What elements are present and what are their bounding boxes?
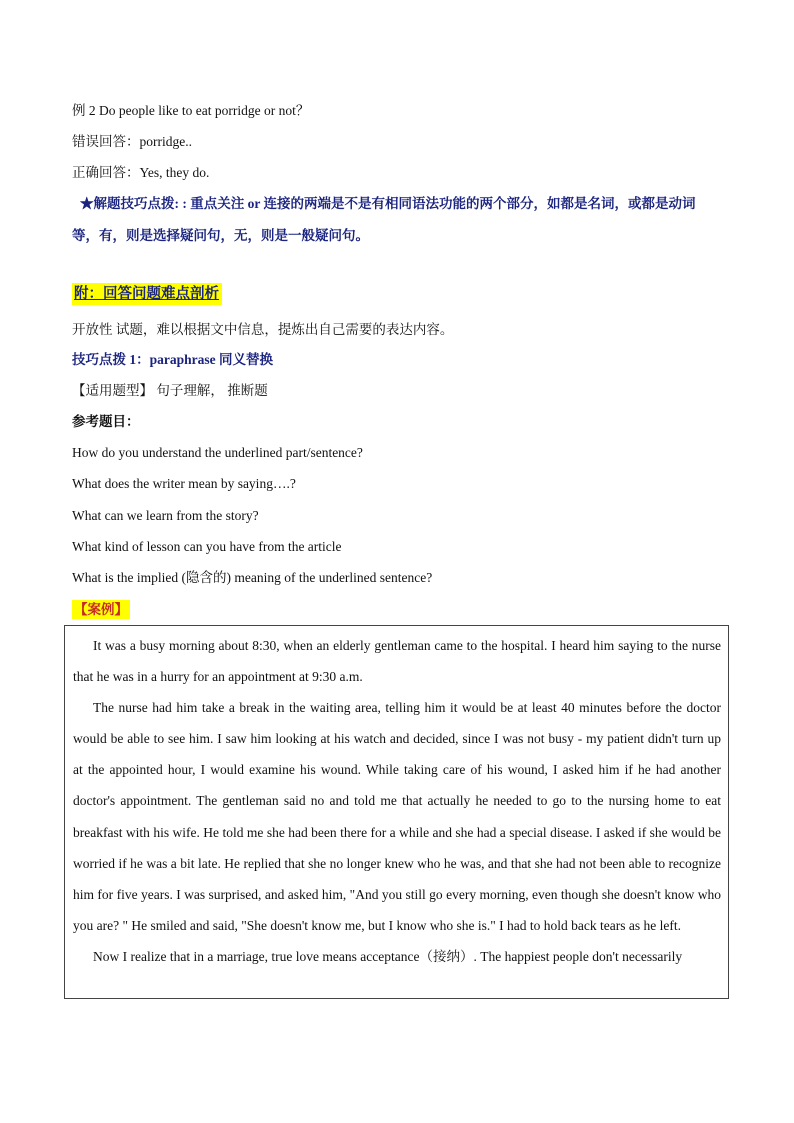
applicable-types: 【适用题型】 句子理解， 推断题: [72, 383, 268, 398]
reference-question: What kind of lesson can you have from the article: [72, 539, 342, 554]
tip-line-1: ★解题技巧点拨: : 重点关注 or 连接的两端是不是有相同语法功能的两个部分，如都是名词，或都是动词: [80, 196, 696, 211]
reference-question: What is the implied (隐含的) meaning of the underlined sentence?: [72, 570, 433, 585]
reference-title: 参考题目：: [72, 414, 140, 429]
appendix-heading: 附：回答问题难点剖析: [72, 283, 222, 305]
tip-line-2: 等，有，则是选择疑问句，无，则是一般疑问句。: [72, 228, 369, 243]
passage-paragraph: The nurse had him take a break in the waiting area, telling him it would be at least 40 minutes before the doctor would be able to see him. I saw him looking at his watch and decided, since I was not busy - my patient didn't turn up at the appointed hour, I would examine his wound. While taking care of his wound, I asked him if he had another doctor's appointment. The gentleman said no and told me that actually he needed to go to the nursing home to eat breakfast with his wife. He told me she had been there for a while and she had a special disease. I asked if she would be worried if he was a bit late. He replied that she no longer knew who he was, and that she had not been able to recognize him for five years. I was surprised, and asked him, "And you still go every morning, even though she doesn't know who you are? " He smiled and said, "She doesn't know me, but I know who she is." I had to hold back tears as he left.: [73, 700, 721, 933]
reference-question: What does the writer mean by saying….?: [72, 476, 296, 491]
example-question: 例 2 Do people like to eat porridge or not？: [72, 103, 310, 118]
reference-question: What can we learn from the story?: [72, 508, 259, 523]
skill-heading: 技巧点拨 1：paraphrase 同义替换: [72, 352, 274, 367]
passage-paragraph: It was a busy morning about 8:30, when an elderly gentleman came to the hospital. I heard him saying to the nurse that he was in a hurry for an appointment at 9:30 a.m.: [73, 638, 721, 685]
wrong-answer: 错误回答：porridge..: [72, 134, 192, 149]
reference-question: How do you understand the underlined part/sentence?: [72, 445, 363, 460]
correct-answer: 正确回答：Yes, they do.: [72, 165, 210, 180]
appendix-intro: 开放性 试题，难以根据文中信息，提炼出自己需要的表达内容。: [72, 322, 454, 337]
passage-box: [64, 625, 729, 999]
passage-paragraph: Now I realize that in a marriage, true love means acceptance（接纳）. The happiest people don't necessarily: [93, 948, 683, 964]
case-label: 【案例】: [74, 602, 128, 617]
